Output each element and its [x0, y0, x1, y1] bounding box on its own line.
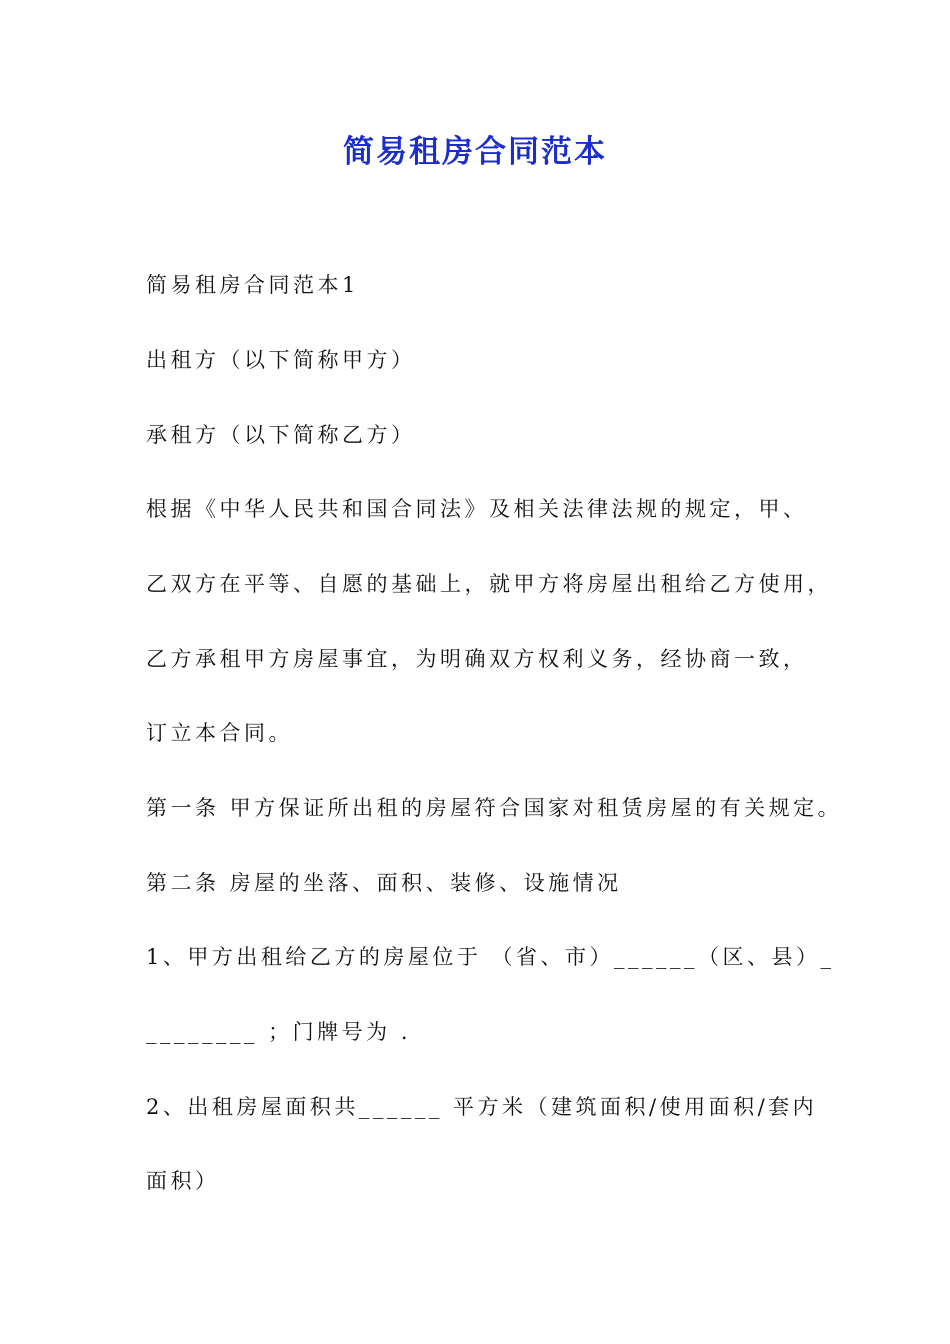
- clause-line: 面积）: [146, 1169, 220, 1193]
- paragraph-line: 乙双方在平等、自愿的基础上，就甲方将房屋出租给乙方使用，: [146, 572, 832, 596]
- paragraph-line: 根据《中华人民共和国合同法》及相关法律法规的规定，甲、: [146, 497, 808, 521]
- clause-line: 2、出租房屋面积共______ 平方米（建筑面积/使用面积/套内: [146, 1095, 818, 1119]
- paragraph-line: 乙方承租甲方房屋事宜，为明确双方权利义务，经协商一致，: [146, 647, 808, 671]
- clause-line: ________ ；门牌号为 .: [146, 1020, 412, 1044]
- article-one: 第一条 甲方保证所出租的房屋符合国家对租赁房屋的有关规定。: [146, 796, 843, 820]
- section-heading: 简易租房合同范本1: [146, 273, 359, 297]
- clause-line: 1、甲方出租给乙方的房屋位于 （省、市）______（区、县）_: [146, 945, 835, 969]
- lessor-line: 出租方（以下简称甲方）: [146, 348, 416, 372]
- lessee-line: 承租方（以下简称乙方）: [146, 423, 416, 447]
- document-title: 简易租房合同范本: [343, 134, 607, 170]
- paragraph-line: 订立本合同。: [146, 721, 293, 745]
- article-two: 第二条 房屋的坐落、面积、装修、设施情况: [146, 871, 622, 895]
